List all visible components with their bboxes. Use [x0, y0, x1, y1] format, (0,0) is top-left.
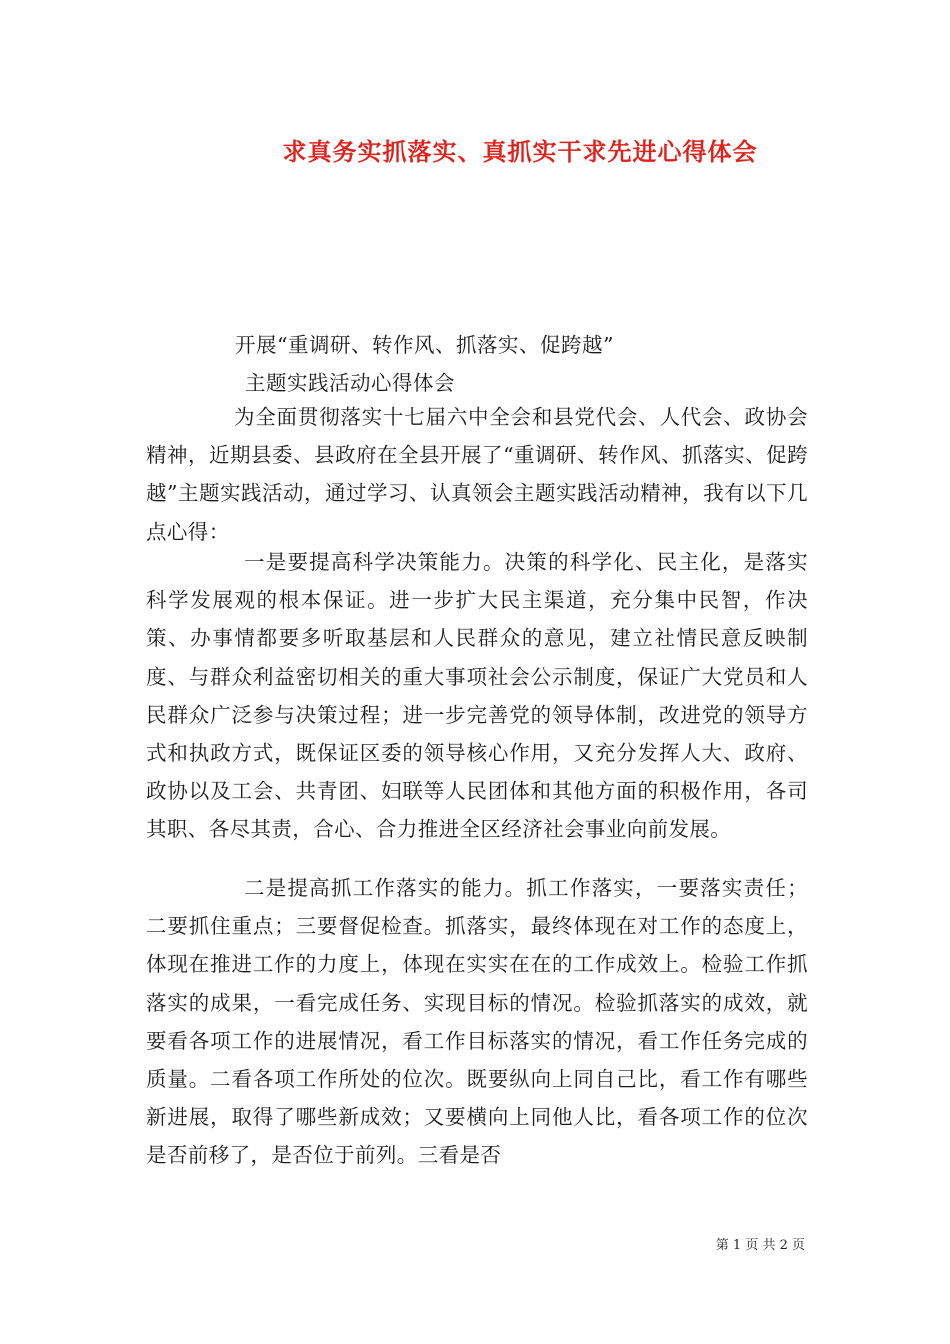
page-number-footer: 第 1 页 共 2 页 [715, 1238, 805, 1253]
subtitle-line-1: 开展“重调研、转作风、抓落实、促跨越” [235, 333, 614, 357]
paragraph-point-two: 二是提高抓工作落实的能力。抓工作落实，一要落实责任；二要抓住重点；三要督促检查。抓落实，最终体现在对工作的态度上，体现在推进工作的力度上，体现在实实在在的工作成效上。检验工作抓落实的成果，一看完成任务、实现目标的情况。检验抓落实的成效，就要看各项工作的进展情况，看工作目标落实的情况，看工作任务完成的质量。二看各项工作所处的位次。既要纵向上同自己比，看工作有哪些新进展，取得了哪些新成效；又要横向上同他人比，看各项工作的位次是否前移了，是否位于前列。三看是否 [146, 876, 808, 1168]
subtitle-line-2: 主题实践活动心得体会 [245, 371, 455, 395]
paragraph-intro: 为全面贯彻落实十七届六中全会和县党代会、人代会、政协会精神，近期县委、县政府在全县开展了“重调研、转作风、抓落实、促跨越”主题实践活动，通过学习、认真领会主题实践活动精神，我有以下几点心得： [146, 405, 808, 544]
paragraph-point-one: 一是要提高科学决策能力。决策的科学化、民主化，是落实科学发展观的根本保证。进一步扩大民主渠道，充分集中民智，作决策、办事情都要多听取基层和人民群众的意见，建立社情民意反映制度、与群众利益密切相关的重大事项社会公示制度，保证广大党员和人民群众广泛参与决策过程；进一步完善党的领导体制，改进党的领导方式和执政方式，既保证区委的领导核心作用，又充分发挥人大、政府、政协以及工会、共青团、妇联等人民团体和其他方面的积极作用，各司其职、各尽其责，合心、合力推进全区经济社会事业向前发展。 [146, 550, 808, 842]
document-title: 求真务实抓落实、真抓实干求先进心得体会 [282, 137, 758, 166]
